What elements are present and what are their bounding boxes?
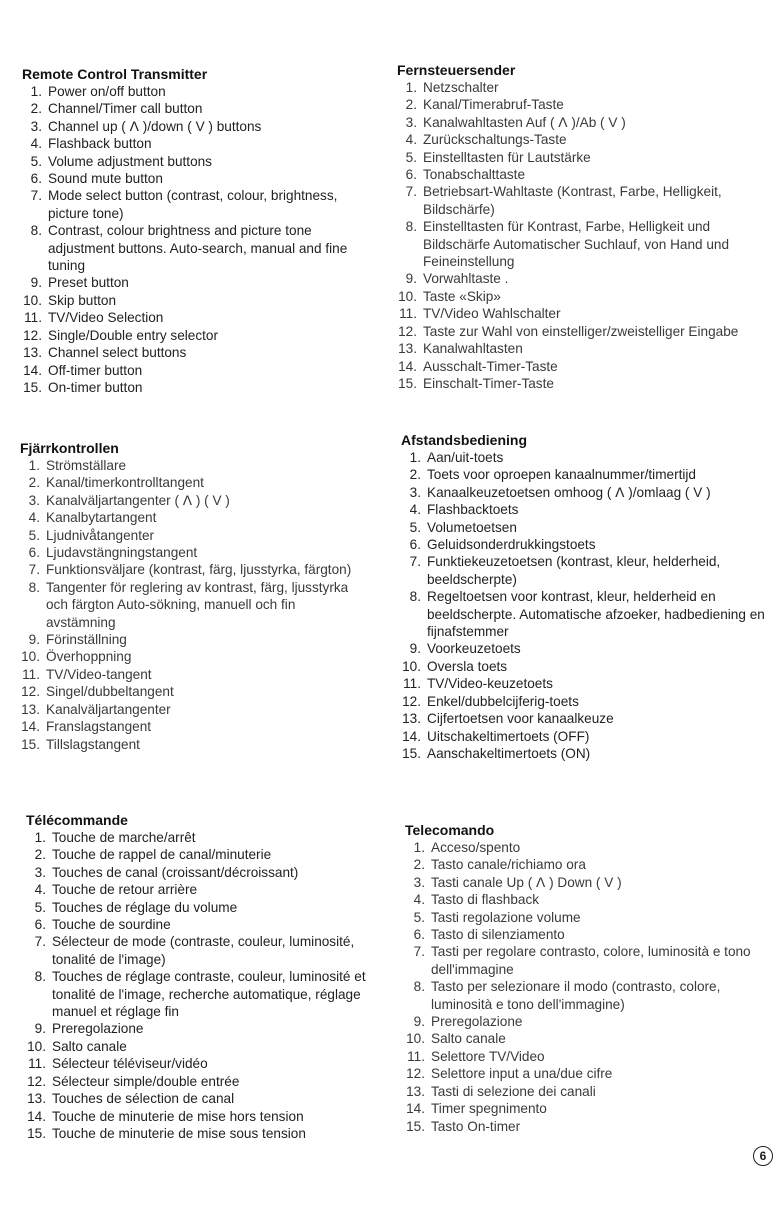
list-item <box>20 631 365 648</box>
list-item <box>401 588 771 640</box>
item-number: 9. <box>30 275 42 291</box>
item-number: 13. <box>23 345 42 361</box>
item-text: Geluidsonderdrukkingstoets <box>427 537 596 553</box>
item-text: Touches de réglage contraste, couleur, luminosité et tonalité de l'image, recherche automatique, réglage manuel et réglage fin <box>52 969 366 1020</box>
item-text: Selettore input a una/due cifre <box>431 1066 613 1082</box>
list-item <box>22 170 367 187</box>
item-number: 7. <box>34 934 46 950</box>
item-number: 9. <box>34 1021 46 1037</box>
item-text: Tasti per regolare contrasto, colore, luminosità e tono dell'immagine <box>431 944 751 977</box>
section-french <box>26 812 371 1142</box>
list-item <box>26 1090 371 1107</box>
list-item <box>26 1073 371 1090</box>
item-number: 4. <box>413 892 425 908</box>
item-text: Volumetoetsen <box>427 519 517 535</box>
list-item <box>20 718 365 735</box>
item-number: 9. <box>409 641 421 657</box>
list-item <box>405 943 765 978</box>
item-text: Sound mute button <box>48 171 163 187</box>
item-number: 15. <box>398 375 417 391</box>
section-title: Fernsteuersender <box>397 62 516 78</box>
list-item <box>20 666 365 683</box>
item-number: 14. <box>23 362 42 378</box>
item-text: Off-timer button <box>48 362 143 378</box>
list-item <box>401 536 771 553</box>
item-number: 12. <box>398 323 417 339</box>
item-number: 2. <box>34 847 46 863</box>
list-item <box>26 829 371 846</box>
item-number: 1. <box>405 80 417 95</box>
item-text: Einstelltasten für Lautstärke <box>423 149 591 165</box>
item-text: Touche de minuterie de mise hors tension <box>52 1108 304 1124</box>
item-list <box>405 839 765 1135</box>
list-item <box>22 292 367 309</box>
item-text: TV/Video Selection <box>48 310 164 326</box>
item-number: 7. <box>409 554 421 570</box>
item-text: Einstelltasten für Kontrast, Farbe, Helligkeit und Bildschärfe Automatischer Suchlauf, von Hand und Feineinstellung <box>423 219 730 270</box>
list-item <box>26 933 371 968</box>
item-text: Kanal/timerkontrolltangent <box>46 475 204 491</box>
item-text: Singel/dubbeltangent <box>46 684 174 700</box>
list-item <box>20 544 365 561</box>
item-text: Volume adjustment buttons <box>48 153 212 169</box>
list-item <box>26 1038 371 1055</box>
item-number: 10. <box>402 658 421 674</box>
list-item <box>20 579 365 631</box>
item-number: 1. <box>30 84 42 99</box>
item-number: 12. <box>27 1073 46 1089</box>
item-text: Kanal/Timerabruf-Taste <box>423 97 564 113</box>
item-number: 11. <box>407 1048 425 1064</box>
list-item <box>397 375 772 392</box>
item-text: Tasto canale/richiamo ora <box>431 857 586 873</box>
item-number: 6. <box>28 545 40 561</box>
item-number: 9. <box>405 271 417 287</box>
item-text: Funktiekeuzetoetsen (kontrast, kleur, helderheid, beeldscherpte) <box>427 554 721 587</box>
item-number: 13. <box>21 701 40 717</box>
list-item <box>401 553 771 588</box>
list-item <box>405 891 765 908</box>
item-number: 1. <box>34 830 46 845</box>
item-list <box>397 79 772 392</box>
item-number: 10. <box>21 649 40 665</box>
section-title: Afstandsbediening <box>401 432 528 448</box>
item-number: 3. <box>405 114 417 130</box>
list-item <box>405 1048 765 1065</box>
item-number: 14. <box>398 358 417 374</box>
item-number: 3. <box>34 864 46 880</box>
item-text: Sélecteur téléviseur/vidéo <box>52 1056 208 1072</box>
list-item <box>405 1030 765 1047</box>
item-number: 5. <box>30 153 42 169</box>
item-number: 11. <box>28 1056 46 1072</box>
item-text: Kanalwahltasten <box>423 341 523 357</box>
item-text: Överhoppning <box>46 649 132 665</box>
item-number: 10. <box>27 1038 46 1054</box>
item-number: 15. <box>23 379 42 395</box>
list-item <box>26 846 371 863</box>
item-number: 7. <box>405 184 417 200</box>
list-item <box>405 874 765 891</box>
item-text: Power on/off button <box>48 84 166 99</box>
item-text: Mode select button (contrast, colour, brightness, picture tone) <box>48 188 338 221</box>
item-text: Tasti canale Up ( ᐱ ) Down ( V ) <box>431 874 622 890</box>
item-text: Channel/Timer call button <box>48 101 203 117</box>
item-number: 4. <box>405 132 417 148</box>
item-number: 12. <box>402 693 421 709</box>
item-number: 10. <box>23 292 42 308</box>
item-text: Kanalbytartangent <box>46 510 157 526</box>
list-item <box>397 96 772 113</box>
item-text: Flashbacktoets <box>427 502 519 518</box>
item-number: 5. <box>405 149 417 165</box>
list-item <box>405 839 765 856</box>
item-text: Netzschalter <box>423 80 499 95</box>
item-text: Touches de sélection de canal <box>52 1091 235 1107</box>
list-item <box>22 379 367 396</box>
item-number: 15. <box>27 1125 46 1141</box>
item-number: 13. <box>402 711 421 727</box>
list-item <box>397 218 772 270</box>
item-text: Tasto di flashback <box>431 892 540 908</box>
list-item <box>401 501 771 518</box>
item-number: 8. <box>413 979 425 995</box>
item-number: 13. <box>27 1091 46 1107</box>
item-text: Selettore TV/Video <box>431 1048 545 1064</box>
item-text: Single/Double entry selector <box>48 327 219 343</box>
list-item <box>401 745 771 762</box>
item-number: 8. <box>28 579 40 595</box>
list-item <box>22 118 367 135</box>
page-number: 6 <box>753 1146 773 1166</box>
item-number: 10. <box>406 1031 425 1047</box>
list-item <box>22 327 367 344</box>
item-text: Ljudavstängningstangent <box>46 545 198 561</box>
list-item <box>405 926 765 943</box>
item-number: 3. <box>413 874 425 890</box>
item-text: Franslagstangent <box>46 719 152 735</box>
item-text: Kanalväljartangenter <box>46 701 171 717</box>
item-text: Channel select buttons <box>48 345 187 361</box>
list-item <box>397 131 772 148</box>
item-list <box>26 829 371 1142</box>
list-item <box>405 978 765 1013</box>
item-text: Flashback button <box>48 136 152 152</box>
item-number: 12. <box>23 327 42 343</box>
item-text: Tasto On-timer <box>431 1118 521 1134</box>
item-number: 14. <box>27 1108 46 1124</box>
item-text: Touche de sourdine <box>52 917 171 933</box>
list-item <box>22 274 367 291</box>
list-item <box>397 358 772 375</box>
list-item <box>401 728 771 745</box>
list-item <box>401 658 771 675</box>
item-text: Touche de retour arrière <box>52 882 198 898</box>
section-swedish <box>20 440 365 753</box>
list-item <box>22 309 367 326</box>
list-item <box>397 270 772 287</box>
list-item <box>401 519 771 536</box>
list-item <box>401 466 771 483</box>
list-item <box>405 1118 765 1135</box>
item-list <box>20 457 365 753</box>
item-number: 15. <box>406 1118 425 1134</box>
item-number: 4. <box>34 882 46 898</box>
item-text: Contrast, colour brightness and picture tone adjustment buttons. Auto-search, manual and fine tuning <box>48 223 348 274</box>
section-italian <box>405 822 765 1135</box>
item-text: Preregolazione <box>431 1014 523 1030</box>
item-number: 9. <box>28 632 40 648</box>
item-text: Betriebsart-Wahltaste (Kontrast, Farbe, Helligkeit, Bildschärfe) <box>423 184 722 217</box>
list-item <box>401 675 771 692</box>
item-text: Sélecteur simple/double entrée <box>52 1073 240 1089</box>
list-item <box>26 881 371 898</box>
item-number: 5. <box>409 519 421 535</box>
item-number: 8. <box>30 223 42 239</box>
list-item <box>405 856 765 873</box>
list-item <box>26 864 371 881</box>
item-text: Touches de réglage du volume <box>52 899 238 915</box>
list-item <box>397 183 772 218</box>
item-text: Aan/uit-toets <box>427 450 504 465</box>
list-item <box>22 135 367 152</box>
item-number: 11. <box>399 306 417 322</box>
list-item <box>397 288 772 305</box>
list-item <box>397 149 772 166</box>
list-item <box>26 899 371 916</box>
item-number: 4. <box>30 136 42 152</box>
item-text: Timer spegnimento <box>431 1101 547 1117</box>
item-number: 13. <box>398 341 417 357</box>
item-text: Tonabschalttaste <box>423 167 526 183</box>
section-dutch <box>401 432 771 762</box>
item-number: 10. <box>398 288 417 304</box>
item-text: Uitschakeltimertoets (OFF) <box>427 728 590 744</box>
item-text: Channel up ( ᐱ )/down ( V ) buttons <box>48 118 262 134</box>
item-text: Regeltoetsen voor kontrast, kleur, helderheid en beeldscherpte. Automatische afzoeker, hadbediening en fijnafstemmer <box>427 589 765 640</box>
list-item <box>22 344 367 361</box>
list-item <box>405 1100 765 1117</box>
item-text: Taste «Skip» <box>423 288 501 304</box>
item-number: 12. <box>21 684 40 700</box>
section-title: Télécommande <box>26 812 128 828</box>
item-number: 8. <box>405 219 417 235</box>
list-item <box>22 153 367 170</box>
item-number: 4. <box>28 510 40 526</box>
list-item <box>26 1055 371 1072</box>
list-item <box>397 340 772 357</box>
item-text: Kanalwahltasten Auf ( ᐱ )/Ab ( V ) <box>423 114 626 130</box>
item-number: 2. <box>413 857 425 873</box>
item-list <box>22 83 367 396</box>
item-number: 7. <box>28 562 40 578</box>
list-item <box>20 527 365 544</box>
item-list <box>401 449 771 762</box>
item-number: 14. <box>406 1101 425 1117</box>
item-number: 6. <box>413 927 425 943</box>
list-item <box>20 683 365 700</box>
item-number: 11. <box>24 310 42 326</box>
item-text: Salto canale <box>52 1038 127 1054</box>
list-item <box>20 701 365 718</box>
item-number: 6. <box>409 537 421 553</box>
item-number: 5. <box>28 527 40 543</box>
item-number: 6. <box>405 167 417 183</box>
item-text: On-timer button <box>48 379 143 395</box>
list-item <box>26 968 371 1020</box>
item-text: Tasto per selezionare il modo (contrasto, colore, luminosità e tono dell'immagine) <box>431 979 721 1012</box>
item-number: 3. <box>28 492 40 508</box>
item-number: 11. <box>22 666 40 682</box>
section-title: Telecomando <box>405 822 495 838</box>
item-text: Touche de minuterie de mise sous tension <box>52 1125 306 1141</box>
item-text: Tillslagstangent <box>46 736 140 752</box>
item-text: Vorwahltaste . <box>423 271 509 287</box>
list-item <box>397 79 772 96</box>
list-item <box>22 222 367 274</box>
list-item <box>20 648 365 665</box>
item-text: TV/Video-keuzetoets <box>427 676 553 692</box>
list-item <box>26 1020 371 1037</box>
item-text: Preset button <box>48 275 129 291</box>
list-item <box>401 693 771 710</box>
item-number: 7. <box>30 188 42 204</box>
list-item <box>397 305 772 322</box>
list-item <box>397 114 772 131</box>
list-item <box>22 362 367 379</box>
item-number: 8. <box>409 589 421 605</box>
item-text: TV/Video-tangent <box>46 666 152 682</box>
item-number: 6. <box>30 171 42 187</box>
list-item <box>401 449 771 466</box>
item-number: 1. <box>413 840 425 855</box>
item-text: Einschalt-Timer-Taste <box>423 375 554 391</box>
list-item <box>26 916 371 933</box>
list-item <box>20 492 365 509</box>
item-number: 13. <box>406 1083 425 1099</box>
item-text: Tasti regolazione volume <box>431 909 581 925</box>
item-text: Touche de marche/arrêt <box>52 830 196 845</box>
item-text: Salto canale <box>431 1031 506 1047</box>
section-title: Remote Control Transmitter <box>22 66 208 82</box>
item-number: 1. <box>409 450 421 465</box>
list-item <box>20 509 365 526</box>
item-number: 2. <box>28 475 40 491</box>
section-english <box>22 66 367 396</box>
item-text: Kanaalkeuzetoetsen omhoog ( ᐱ )/omlaag ( V ) <box>427 484 711 500</box>
item-number: 5. <box>34 899 46 915</box>
item-number: 15. <box>21 736 40 752</box>
list-item <box>397 323 772 340</box>
item-text: Funktionsväljare (kontrast, färg, ljusstyrka, färgton) <box>46 562 352 578</box>
item-text: Tangenter för reglering av kontrast, färg, ljusstyrka och färgton Auto-sökning, manuell och fin avstämning <box>46 579 349 630</box>
list-item <box>405 1013 765 1030</box>
list-item <box>26 1125 371 1142</box>
item-number: 3. <box>409 484 421 500</box>
item-text: Touche de rappel de canal/minuterie <box>52 847 272 863</box>
list-item <box>22 187 367 222</box>
item-number: 4. <box>409 502 421 518</box>
item-text: Kanalväljartangenter ( ᐱ ) ( V ) <box>46 492 230 508</box>
item-number: 2. <box>30 101 42 117</box>
item-text: Förinställning <box>46 632 127 648</box>
item-text: Cijfertoetsen voor kanaalkeuze <box>427 711 614 727</box>
item-number: 2. <box>409 467 421 483</box>
list-item <box>405 1065 765 1082</box>
item-number: 12. <box>406 1066 425 1082</box>
item-text: Tasto di silenziamento <box>431 927 565 943</box>
item-text: Toets voor oproepen kanaalnummer/timertijd <box>427 467 696 483</box>
item-text: TV/Video Wahlschalter <box>423 306 561 322</box>
item-text: Ausschalt-Timer-Taste <box>423 358 558 374</box>
list-item <box>20 736 365 753</box>
list-item <box>20 474 365 491</box>
item-number: 8. <box>34 969 46 985</box>
item-number: 7. <box>413 944 425 960</box>
list-item <box>401 640 771 657</box>
item-text: Taste zur Wahl von einstelliger/zweistelliger Eingabe <box>423 323 739 339</box>
item-number: 15. <box>402 745 421 761</box>
list-item <box>22 100 367 117</box>
item-text: Zurückschaltungs-Taste <box>423 132 567 148</box>
item-number: 14. <box>402 728 421 744</box>
item-text: Tasti di selezione dei canali <box>431 1083 596 1099</box>
list-item <box>405 909 765 926</box>
item-text: Strömställare <box>46 458 127 473</box>
item-text: Acceso/spento <box>431 840 521 855</box>
list-item <box>397 166 772 183</box>
item-text: Skip button <box>48 292 117 308</box>
list-item <box>20 457 365 474</box>
item-text: Voorkeuzetoets <box>427 641 521 657</box>
item-text: Sélecteur de mode (contraste, couleur, luminosité, tonalité de l'image) <box>52 934 355 967</box>
item-number: 9. <box>413 1014 425 1030</box>
list-item <box>22 83 367 100</box>
section-german <box>397 62 772 392</box>
item-number: 3. <box>30 118 42 134</box>
item-number: 11. <box>403 676 421 692</box>
item-number: 6. <box>34 917 46 933</box>
item-text: Ljudnivåtangenter <box>46 527 155 543</box>
item-number: 14. <box>21 719 40 735</box>
list-item <box>20 561 365 578</box>
item-text: Preregolazione <box>52 1021 144 1037</box>
section-title: Fjärrkontrollen <box>20 440 119 456</box>
item-number: 5. <box>413 909 425 925</box>
item-number: 2. <box>405 97 417 113</box>
list-item <box>26 1108 371 1125</box>
item-text: Aanschakeltimertoets (ON) <box>427 745 591 761</box>
item-text: Enkel/dubbelcijferig-toets <box>427 693 579 709</box>
item-text: Touches de canal (croissant/décroissant) <box>52 864 299 880</box>
item-number: 1. <box>28 458 40 473</box>
item-text: Oversla toets <box>427 658 508 674</box>
list-item <box>405 1083 765 1100</box>
list-item <box>401 484 771 501</box>
list-item <box>401 710 771 727</box>
